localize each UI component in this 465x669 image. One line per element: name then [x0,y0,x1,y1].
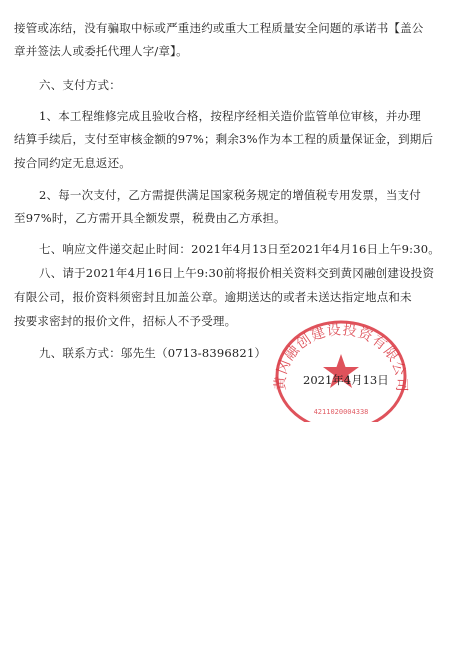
seal-text: 黄冈融创建设投资有限公司 [272,322,410,393]
payment-item-2-line-2: 至97%时，乙方需开具全额发票，税费由乙方承担。 [14,211,286,225]
section-submission-line-1: 八、请于2021年4月16日上午9:30前将报价相关资料交到黄冈融创建设投资 [39,266,435,280]
payment-item-1-line-2: 结算手续后，支付至审核金额的97%；剩余3%作为本工程的质量保证金，到期后 [14,132,434,146]
paragraph-line-1: 接管或冻结，没有骗取中标或严重违约或重大工程质量安全问题的承诺书【盖公 [14,21,424,35]
paragraph-line-2: 章并签法人或委托代理人字/章】。 [14,44,188,58]
company-seal [266,316,416,422]
section-submission-line-2: 有限公司，报价资料须密封且加盖公章。逾期送达的或者未送达指定地点和未 [14,290,412,304]
payment-item-1-line-1: 1、本工程维修完成且验收合格，按程序经相关造价监管单位审核，并办理 [39,109,421,123]
payment-item-2-line-1: 2、每一次支付，乙方需提供满足国家税务规定的增值税专用发票，当支付 [39,188,421,202]
payment-item-1-line-3: 按合同约定无息返还。 [14,156,131,170]
seal-serial: 4211020004338 [313,408,369,416]
section-heading-payment: 六、支付方式： [39,78,121,92]
section-contact: 九、联系方式：邬先生（0713-8396821） [39,346,267,360]
section-submission-line-3: 按要求密封的报价文件，招标人不予受理。 [14,314,237,328]
signature-date: 2021年4月13日 [303,373,389,387]
section-submission-time: 七、响应文件递交起止时间：2021年4月13日至2021年4月16日上午9:30。 [39,242,440,256]
